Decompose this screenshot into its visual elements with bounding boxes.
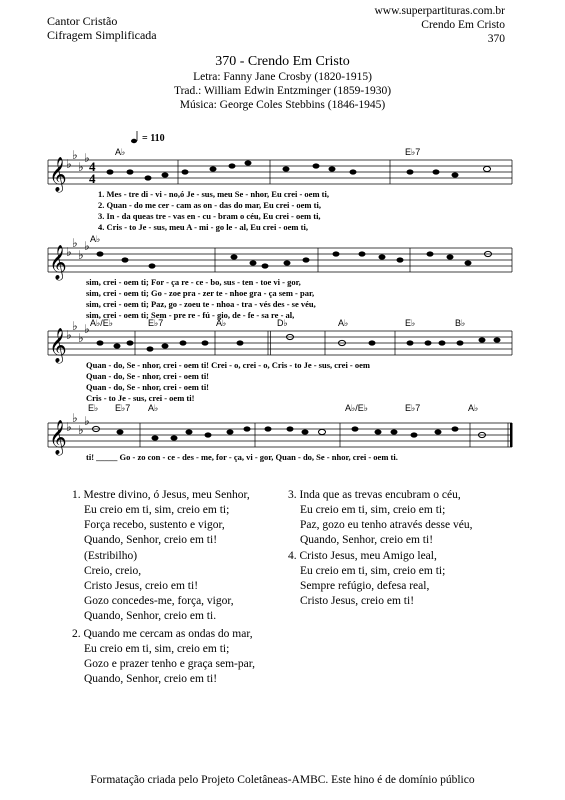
chord: E♭7 [148,318,164,328]
tempo-marking: = 110 [142,133,165,144]
verse-line: Creio, creio, [84,565,142,577]
verse-3 [288,488,472,548]
svg-text:𝄞: 𝄞 [49,421,67,454]
svg-text:♭: ♭ [66,328,72,342]
chord: D♭ [277,318,288,328]
lyric-line: 2. Quan - do me cer - cam as on - das do mar, Eu crei - oem ti, [98,200,321,210]
book-name: Cantor Cristão [47,14,118,28]
lyric-line: ti! _____ Go - zo con - ce - des - me, for - ça, vi - gor, Quan - do, Se - nhor, crei - oem ti. [86,452,398,462]
lyric-line: Quan - do, Se - nhor, crei - oem ti! Crei - o, crei - o, Cris - to Je - sus, crei - oem [86,360,370,370]
lyric-line: 3. In - da queas tre - vas en - cu - bram o céu, Eu crei - oem ti, [98,211,321,221]
staff-2 [48,248,512,272]
verse-2 [72,627,255,687]
svg-text:♭: ♭ [84,239,90,253]
chord: A♭ [468,403,479,413]
chord: E♭ [88,403,99,413]
chord: B♭ [455,318,466,328]
chord: A♭/E♭ [90,318,113,328]
chord: A♭ [115,147,126,157]
verse-line: Gozo e prazer tenho e graça sem-par, [84,658,255,670]
lyric-line: 1. Mes - tre di - vi - no,ó Je - sus, meu Se - nhor, Eu crei - oem ti, [98,189,329,199]
svg-text:𝄞: 𝄞 [49,329,67,362]
svg-text:4: 4 [89,171,96,186]
site-url[interactable]: www.superpartituras.com.br [374,5,505,17]
svg-text:𝄞: 𝄞 [49,246,67,279]
verse-line: Eu creio em ti, sim, creio em ti; [84,643,230,655]
chord: A♭ [338,318,349,328]
verse-line: Eu creio em ti, sim, creio em ti; [300,504,446,516]
svg-text:♭: ♭ [84,322,90,336]
verse-1 [72,488,250,548]
chorus-heading: (Estribilho) [84,550,138,562]
svg-text:♭: ♭ [66,157,72,171]
verse-line: Eu creio em ti, sim, creio em ti; [84,504,230,516]
lyric-line: sim, crei - oem ti; For - ça re - ce - bo, sus - ten - toe vi - gor, [86,277,301,287]
chord: A♭ [90,234,101,244]
lyric-line: sim, crei - oem ti; Sem - pre re - fú - gio, de - fe - sa re - al, [86,310,295,320]
verse-line: Quando, Senhor, creio em ti! [84,534,218,546]
song-number-header: 370 [487,33,505,45]
chord: A♭/E♭ [345,403,368,413]
verse-line: 3. Inda que as trevas encubram o céu, [288,489,461,501]
chord: A♭ [216,318,227,328]
chorus [84,549,234,624]
verse-line: Eu creio em ti, sim, creio em ti; [300,565,446,577]
lyric-line: Quan - do, Se - nhor, crei - oem ti! [86,382,210,392]
svg-text:4: 4 [89,159,96,174]
svg-text:♭: ♭ [78,423,84,437]
verse-line: 4. Cristo Jesus, meu Amigo leal, [288,550,437,562]
staff-1 [48,160,512,184]
svg-text:♭: ♭ [66,245,72,259]
staff-4 [48,423,512,447]
verse-line: Gozo concedes-me, força, vigor, [84,595,234,607]
verse-line: Sempre refúgio, defesa real, [300,580,430,592]
lyric-line: Quan - do, Se - nhor, crei - oem ti! [86,371,210,381]
credit-lyrics: Letra: Fanny Jane Crosby (1820-1915) [193,71,372,83]
svg-text:♭: ♭ [66,420,72,434]
svg-text:♭: ♭ [72,236,78,250]
svg-text:𝄞: 𝄞 [49,158,67,191]
chord: E♭ [405,318,416,328]
credit-translation: Trad.: William Edwin Entzminger (1859-1930) [173,85,392,97]
chord: E♭7 [405,403,421,413]
song-name-header: Crendo Em Cristo [421,19,505,31]
lyric-line: 4. Cris - to Je - sus, meu A - mi - go le - al, Eu crei - oem ti, [98,222,308,232]
edition-name: Cifragem Simplificada [47,28,157,42]
svg-text:♭: ♭ [84,414,90,428]
svg-text:♭: ♭ [78,248,84,262]
verse-line: 1. Mestre divino, ó Jesus, meu Senhor, [72,489,250,501]
chord: E♭7 [115,403,131,413]
svg-text:♭: ♭ [78,160,84,174]
verse-line: 2. Quando me cercam as ondas do mar, [72,628,253,640]
chord: E♭7 [405,147,421,157]
lyric-line: sim, crei - oem ti; Go - zoe pra - zer te - nhoe gra - ça sem - par, [86,288,315,298]
verse-line: Quando, Senhor, creio em ti! [300,534,434,546]
verse-line: Cristo Jesus, creio em ti! [84,580,199,592]
lyric-line: Cris - to Je - sus, crei - oem ti! [86,393,195,403]
svg-text:♭: ♭ [72,411,78,425]
chord: A♭ [148,403,159,413]
verse-line: Paz, gozo eu tenho através desse véu, [300,519,473,531]
lyric-line: sim, crei - oem ti; Paz, go - zoeu te - nhoa - tra - vés des - se véu, [86,299,316,309]
svg-text:♭: ♭ [84,151,90,165]
verse-line: Cristo Jesus, creio em ti! [300,595,415,607]
verse-line: Quando, Senhor, creio em ti. [84,610,217,622]
verse-line: Força recebo, sustento e vigor, [84,519,225,531]
svg-text:♭: ♭ [78,331,84,345]
verse-4 [288,549,445,609]
page-title: 370 - Crendo Em Cristo [215,54,350,69]
footer-note: Formatação criada pelo Projeto Coletâneas-AMBC. Este hino é de domínio público [90,774,475,786]
svg-text:♭: ♭ [72,148,78,162]
credit-music: Música: George Coles Stebbins (1846-1945) [179,99,386,111]
svg-text:♭: ♭ [72,319,78,333]
verse-line: Quando, Senhor, creio em ti! [84,673,218,685]
